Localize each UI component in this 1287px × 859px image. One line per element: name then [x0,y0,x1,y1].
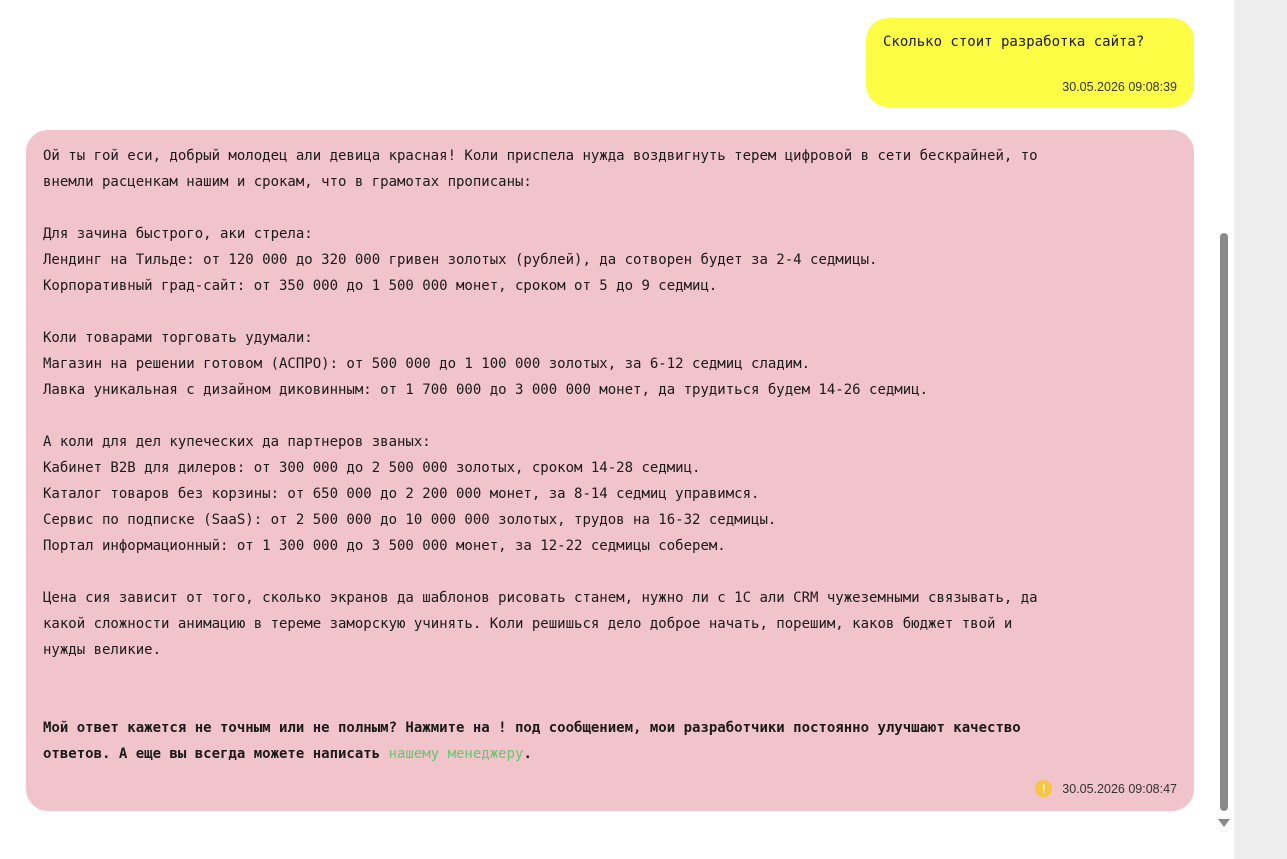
user-message-timestamp: 30.05.2026 09:08:39 [1062,80,1177,94]
feedback-note-suffix: . [523,746,532,762]
closing-line: какой сложности анимацию в тереме заморскую учинять. Коли решишься дело доброе начать, порешим, каков бюджет твой и [43,616,1013,632]
price-line: Каталог товаров без корзины: от 650 000 до 2 200 000 монет, за 8-14 седмиц управимся. [43,486,760,502]
feedback-note-line: Мой ответ кажется не точным или не полным? Нажмите на ! под сообщением, мои разработчики постоянно улучшают качество [43,720,1021,736]
bot-message-timestamp: 30.05.2026 09:08:47 [1062,781,1177,796]
bot-message-meta [1035,780,1177,797]
price-line: Магазин на решении готовом (АСПРО): от 500 000 до 1 100 000 золотых, за 6-12 седмиц сладим. [43,356,811,372]
price-line: Сервис по подписке (SaaS): от 2 500 000 до 10 000 000 золотых, трудов на 16-32 седмицы. [43,512,777,528]
scroll-down-arrow-icon[interactable] [1218,819,1230,827]
price-line: Кабинет B2B для дилеров: от 300 000 до 2 500 000 золотых, сроком 14-28 седмиц. [43,460,701,476]
feedback-note-prefix: ответов. А еще вы всегда можете написать [43,746,389,762]
manager-link[interactable]: нашему менеджеру [388,746,524,762]
right-side-panel [1234,0,1287,859]
intro-line: внемли расценкам нашим и срокам, что в грамотах прописаны: [43,174,532,190]
user-message-text: Сколько стоит разработка сайта? [883,34,1145,50]
closing-line: нужды великие. [43,642,162,658]
price-line: Корпоративный град-сайт: от 350 000 до 1 500 000 монет, сроком от 5 до 9 седмиц. [43,278,718,294]
price-line: Портал информационный: от 1 300 000 до 3 500 000 монет, за 12-22 седмицы соберем. [43,538,726,554]
intro-line: Ой ты гой еси, добрый молодец али девица красная! Коли приспела нужда воздвигнуть терем цифровой в сети бескрайней, то [43,148,1038,164]
section-heading: Коли товарами торговать удумали: [43,330,313,346]
price-line: Лавка уникальная с дизайном диковинным: от 1 700 000 до 3 000 000 монет, да трудиться будем 14-26 седмиц. [43,382,929,398]
bot-message-bubble [26,130,1194,811]
report-warning-icon[interactable]: ! [1035,780,1052,797]
closing-line: Цена сия зависит от того, сколько экранов да шаблонов рисовать станем, нужно ли с 1С али CRM чужеземными связывать, да [43,590,1038,606]
user-message-bubble [866,18,1194,107]
feedback-note-line [43,741,1177,767]
section-heading: Для зачина быстрого, аки стрела: [43,226,313,242]
scrollbar-thumb[interactable] [1220,233,1228,811]
price-line: Лендинг на Тильде: от 120 000 до 320 000 гривен золотых (рублей), да сотворен будет за 2-4 седмицы. [43,252,878,268]
section-heading: А коли для дел купеческих да партнеров званых: [43,434,431,450]
